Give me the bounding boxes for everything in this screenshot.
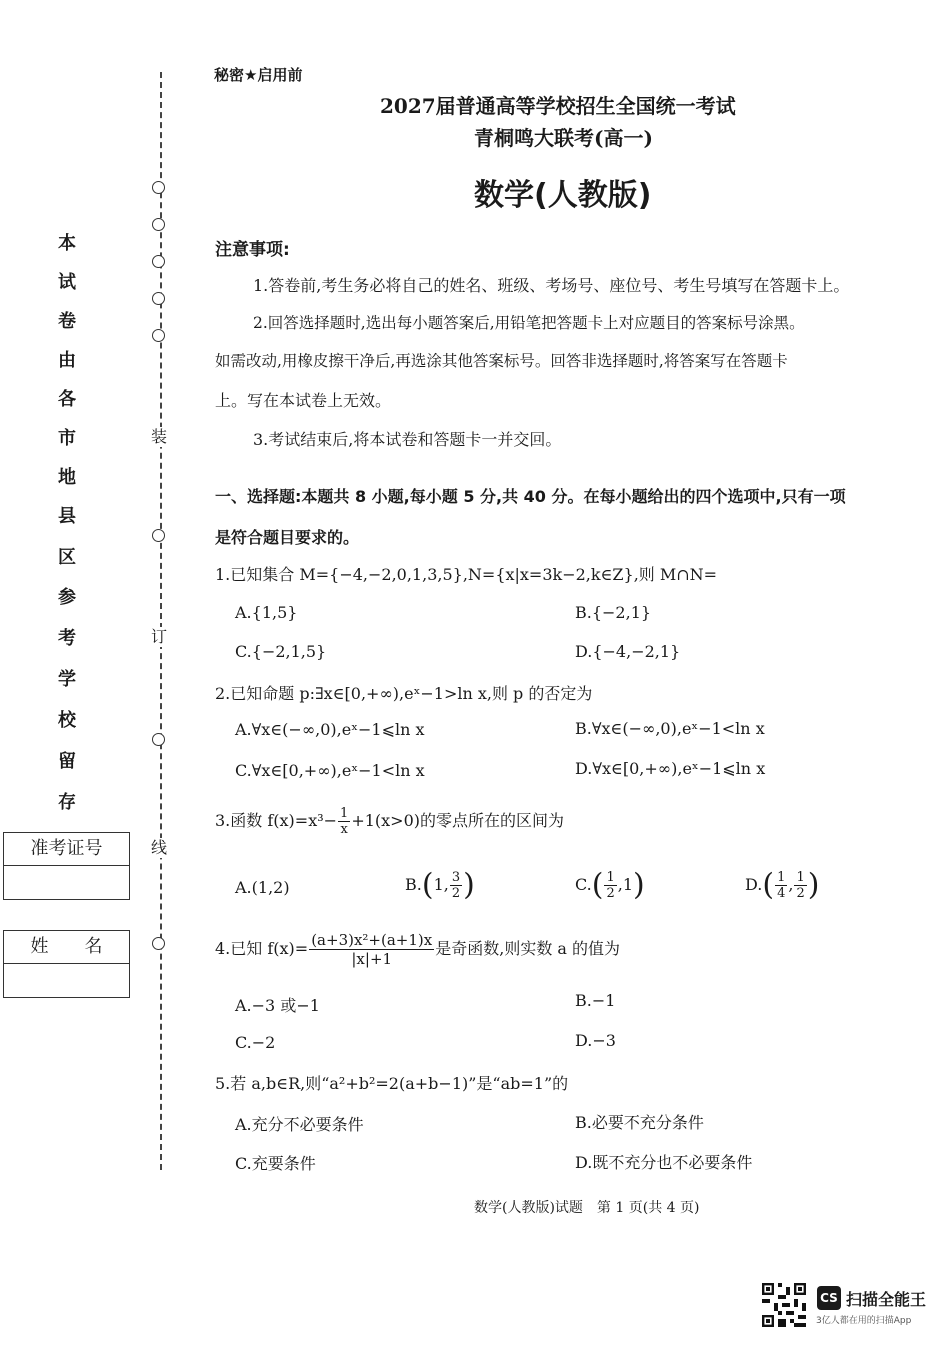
- binding-char: 线: [151, 838, 168, 857]
- option-part: ,1: [617, 875, 634, 894]
- binding-hole: [152, 255, 165, 268]
- option-a[interactable]: A.充分不必要条件: [235, 1115, 364, 1134]
- option-c[interactable]: C.∀x∈[0,+∞),eˣ−1<ln x: [235, 761, 425, 780]
- margin-vertical-char: 校: [58, 710, 76, 731]
- fraction-numerator: 1: [777, 870, 786, 885]
- notice-item: 如需改动,用橡皮擦干净后,再选涂其他答案标号。回答非选择题时,将答案写在答题卡: [215, 352, 788, 370]
- notice-item: 2.回答选择题时,选出每小题答案后,用铅笔把答题卡上对应题目的答案标号涂黑。: [253, 314, 805, 332]
- binding-char: 装: [151, 427, 168, 446]
- subject-title: 数学(人教版): [474, 178, 652, 213]
- stem-part: +1(x>0)的零点所在的区间为: [351, 811, 565, 830]
- margin-vertical-char: 考: [58, 628, 76, 649]
- fraction-numerator: 1: [340, 806, 349, 821]
- option-a[interactable]: A.{1,5}: [235, 603, 298, 622]
- notice-title: 注意事项:: [215, 240, 290, 260]
- fraction-numerator: 1: [606, 870, 615, 885]
- option-a[interactable]: A.(1,2): [235, 878, 290, 897]
- exam-subtitle: 青桐鸣大联考(高一): [474, 126, 653, 150]
- option-d[interactable]: [745, 866, 819, 904]
- fraction: [794, 870, 806, 901]
- fraction: [450, 870, 462, 901]
- fraction: [604, 870, 616, 901]
- exam-id-label: 准考证号: [4, 833, 129, 866]
- option-letter: D.: [745, 875, 763, 894]
- option-c[interactable]: [575, 866, 645, 904]
- scanner-logo-icon: CS: [817, 1286, 841, 1310]
- margin-vertical-char: 市: [58, 428, 76, 449]
- binding-hole: [152, 937, 165, 950]
- qr-code-icon: [762, 1283, 806, 1327]
- option-c[interactable]: C.充要条件: [235, 1154, 316, 1173]
- page-footer: 数学(人教版)试题 第 1 页(共 4 页): [474, 1200, 700, 1216]
- option-d[interactable]: D.∀x∈[0,+∞),eˣ−1⩽ln x: [575, 759, 766, 778]
- margin-vertical-char: 留: [58, 751, 76, 772]
- margin-vertical-char: 由: [58, 350, 76, 371]
- fraction: [309, 931, 434, 968]
- binding-dashed-line: [160, 72, 162, 1170]
- name-field[interactable]: [4, 964, 129, 998]
- question-stem: 2.已知命题 p:∃x∈[0,+∞),eˣ−1>ln x,则 p 的否定为: [215, 684, 593, 703]
- option-d[interactable]: D.{−4,−2,1}: [575, 642, 681, 661]
- option-part: 1,: [433, 875, 449, 894]
- margin-vertical-char: 县: [58, 506, 76, 527]
- secret-label: 秘密★启用前: [214, 66, 303, 84]
- margin-vertical-char: 试: [58, 272, 76, 293]
- option-b[interactable]: B.必要不充分条件: [575, 1113, 704, 1132]
- margin-vertical-char: 各: [58, 389, 76, 410]
- scanner-slogan: 3亿人都在用的扫描App: [816, 1316, 912, 1326]
- margin-vertical-char: 参: [58, 587, 76, 608]
- binding-hole: [152, 529, 165, 542]
- option-letter: B.: [405, 875, 422, 894]
- fraction-denominator: |x|+1: [351, 950, 393, 968]
- option-letter: C.: [575, 875, 592, 894]
- option-a[interactable]: A.∀x∈(−∞,0),eˣ−1⩽ln x: [235, 720, 425, 739]
- option-b[interactable]: B.−1: [575, 991, 616, 1010]
- option-b[interactable]: B.{−2,1}: [575, 603, 652, 622]
- fraction-denominator: 2: [796, 886, 805, 901]
- section-heading: 一、选择题:本题共 8 小题,每小题 5 分,共 40 分。在每小题给出的四个选项中,只有一项: [215, 487, 846, 506]
- paren: ): [807, 867, 820, 903]
- fraction-numerator: 3: [451, 870, 461, 885]
- question-stem: 1.已知集合 M={−4,−2,0,1,3,5},N={x|x=3k−2,k∈Z},则 M∩N=: [215, 565, 718, 584]
- paren: (: [762, 867, 775, 903]
- binding-hole: [152, 181, 165, 194]
- paren: (: [421, 867, 434, 903]
- notice-item: 上。写在本试卷上无效。: [215, 391, 392, 410]
- binding-hole: [152, 733, 165, 746]
- question-stem: 5.若 a,b∈R,则“a²+b²=2(a+b−1)”是“ab=1”的: [215, 1074, 569, 1093]
- binding-hole: [152, 218, 165, 231]
- section-heading: 是符合题目要求的。: [215, 528, 360, 547]
- margin-vertical-char: 地: [58, 467, 76, 488]
- fraction-numerator: (a+3)x²+(a+1)x: [311, 931, 433, 949]
- question-stem: [215, 929, 620, 969]
- fraction: [775, 870, 787, 901]
- fraction-denominator: 4: [777, 886, 786, 901]
- binding-hole: [152, 292, 165, 305]
- exam-title: 2027届普通高等学校招生全国统一考试: [380, 94, 736, 118]
- option-b[interactable]: B.∀x∈(−∞,0),eˣ−1<ln x: [575, 719, 765, 738]
- notice-item: 3.考试结束后,将本试卷和答题卡一并交回。: [253, 430, 562, 449]
- margin-vertical-char: 卷: [58, 311, 76, 332]
- exam-id-field[interactable]: [4, 866, 129, 900]
- margin-vertical-char: 区: [58, 547, 76, 568]
- stem-part: 3.函数 f(x)=x³−: [215, 811, 338, 830]
- option-d[interactable]: D.−3: [575, 1031, 616, 1050]
- option-a[interactable]: A.−3 或−1: [235, 996, 320, 1015]
- option-c[interactable]: C.{−2,1,5}: [235, 642, 327, 661]
- paren: ): [463, 867, 475, 903]
- binding-char: 订: [151, 627, 168, 646]
- option-b[interactable]: [405, 866, 475, 904]
- paren: ): [633, 867, 645, 903]
- name-label: 姓 名: [4, 931, 129, 964]
- margin-vertical-char: 本: [58, 233, 76, 254]
- paren: (: [591, 867, 604, 903]
- name-box: [3, 930, 130, 998]
- fraction-numerator: 1: [796, 870, 805, 885]
- fraction-denominator: 2: [451, 886, 461, 901]
- comma: ,: [788, 875, 794, 894]
- notice-item: 1.答卷前,考生务必将自己的姓名、班级、考场号、座位号、考生号填写在答题卡上。: [253, 276, 850, 295]
- fraction-denominator: 2: [606, 886, 615, 901]
- fraction-denominator: x: [340, 822, 348, 837]
- fraction: [338, 806, 350, 837]
- margin-vertical-char: 学: [58, 669, 76, 690]
- question-stem: [215, 803, 564, 839]
- margin-vertical-char: 存: [58, 792, 76, 813]
- scanner-brand: 扫描全能王: [846, 1290, 927, 1309]
- stem-part: 4.已知 f(x)=: [215, 939, 309, 958]
- binding-hole: [152, 329, 165, 342]
- exam-id-box: [3, 832, 130, 900]
- stem-part: 是奇函数,则实数 a 的值为: [435, 939, 621, 958]
- option-c[interactable]: C.−2: [235, 1033, 276, 1052]
- option-d[interactable]: D.既不充分也不必要条件: [575, 1153, 753, 1172]
